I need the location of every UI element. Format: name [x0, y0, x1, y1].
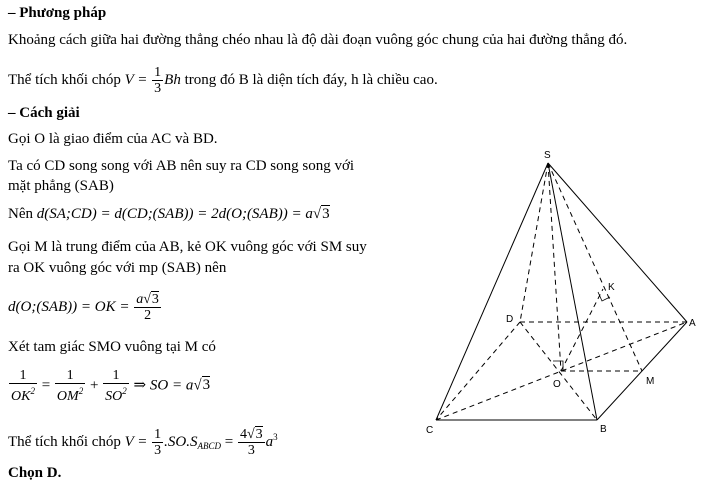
sol-vol-num2: 4√3 [239, 427, 263, 442]
solution-line-6: Xét tam giác SMO vuông tại M có [8, 339, 216, 355]
sol-vol-num2-root: 3 [255, 427, 263, 442]
edge-SA [548, 163, 687, 322]
method-vol-prefix: Thể tích khối chóp [8, 71, 121, 88]
solution-heading: – Cách giải [8, 105, 80, 121]
sol-vol-prefix: Thể tích khối chóp [8, 433, 121, 450]
sol-vol-lhs: V = [124, 433, 148, 450]
label-D: D [506, 314, 514, 325]
eq-so: SO [105, 389, 123, 404]
label-M: M [646, 376, 655, 387]
eq-root: 3 [202, 377, 211, 394]
method-vol-den: 3 [154, 81, 162, 96]
line5-num: a√3 [136, 292, 159, 307]
line5-den: 2 [144, 308, 152, 323]
edge-SD [520, 163, 548, 322]
line3-math: d(SA;CD) = d(CD;(SAB)) = 2d(O;(SAB)) = a [36, 206, 313, 222]
sol-vol-num: 1 [154, 427, 162, 442]
solution-line-3: Nên d(SA;CD) = d(CD;(SAB)) = 2d(O;(SAB)) = a√3 [8, 206, 330, 222]
sol-vol-num2-a: 4 [239, 427, 247, 442]
sol-vol-den2: 3 [247, 443, 255, 458]
segment-OK [561, 289, 603, 371]
label-A: A [689, 318, 696, 329]
line5-num-root: 3 [151, 292, 159, 307]
eq-num-2: 1 [55, 368, 85, 384]
method-vol-rhs: Bh [164, 71, 181, 88]
eq-sq-2: 2 [78, 386, 84, 396]
height-SO [548, 163, 561, 371]
label-C: C [426, 425, 434, 436]
eq-num-3: 1 [103, 368, 129, 384]
edge-SM [548, 163, 642, 371]
method-vol-lhs: V = [124, 71, 148, 88]
sol-vol-den: 3 [154, 443, 162, 458]
eq-plus: + [89, 377, 99, 394]
solution-line-4a: Gọi M là trung điểm của AB, kẻ OK vuông góc với SM suy [8, 239, 367, 255]
method-vol-num: 1 [154, 65, 162, 80]
label-O: O [553, 379, 561, 390]
solution-equation: $\frac{1}{OK^2}$ = $\frac{1}{OM^2}$ + $\frac{1}{SO^2}$ ⇒ SO = a√3 [11, 368, 211, 404]
eq-sq-1: 2 [30, 386, 35, 396]
sol-vol-a: a [265, 433, 274, 450]
solution-line-2a: Ta có CD song song với AB nên suy ra CD song song với [8, 158, 355, 174]
method-line-1: Khoảng cách giữa hai đường thẳng chéo nhau là độ dài đoạn vuông góc chung của hai đường thẳng đó. [8, 32, 628, 48]
method-vol-suffix: trong đó B là diện tích đáy, h là chiều cao. [184, 71, 438, 88]
method-heading: – Phương pháp [8, 5, 107, 21]
solution-line-1: Gọi O là giao điểm của AC và BD. [8, 131, 218, 147]
sol-vol-eq: = [224, 433, 234, 450]
edge-SC [436, 163, 548, 420]
label-S: S [544, 150, 551, 161]
line5-math: d(O;(SAB)) = OK = [8, 298, 130, 315]
line3-prefix: Nên [8, 206, 33, 222]
label-B: B [600, 424, 607, 435]
eq-result: ⇒ SO = a [133, 377, 194, 394]
eq-ok: OK [11, 389, 31, 404]
line5-num-a: a [136, 292, 144, 307]
edge-DC [436, 322, 520, 420]
sol-vol-cube: 3 [273, 431, 278, 442]
eq-om: OM [56, 389, 79, 404]
eq-equals: = [41, 377, 51, 394]
label-K: K [608, 282, 615, 293]
sol-vol-mid: .SO.S [164, 433, 198, 450]
sol-vol-sub: ABCD [197, 440, 221, 451]
solution-line-2b: mặt phẳng (SAB) [8, 178, 114, 194]
solution-line-4b: ra OK vuông góc với mp (SAB) nên [8, 260, 227, 276]
line3-root: 3 [322, 206, 330, 222]
eq-sq-3: 2 [122, 386, 127, 396]
answer: Chọn D. [8, 465, 62, 481]
eq-num-1: 1 [9, 368, 37, 384]
